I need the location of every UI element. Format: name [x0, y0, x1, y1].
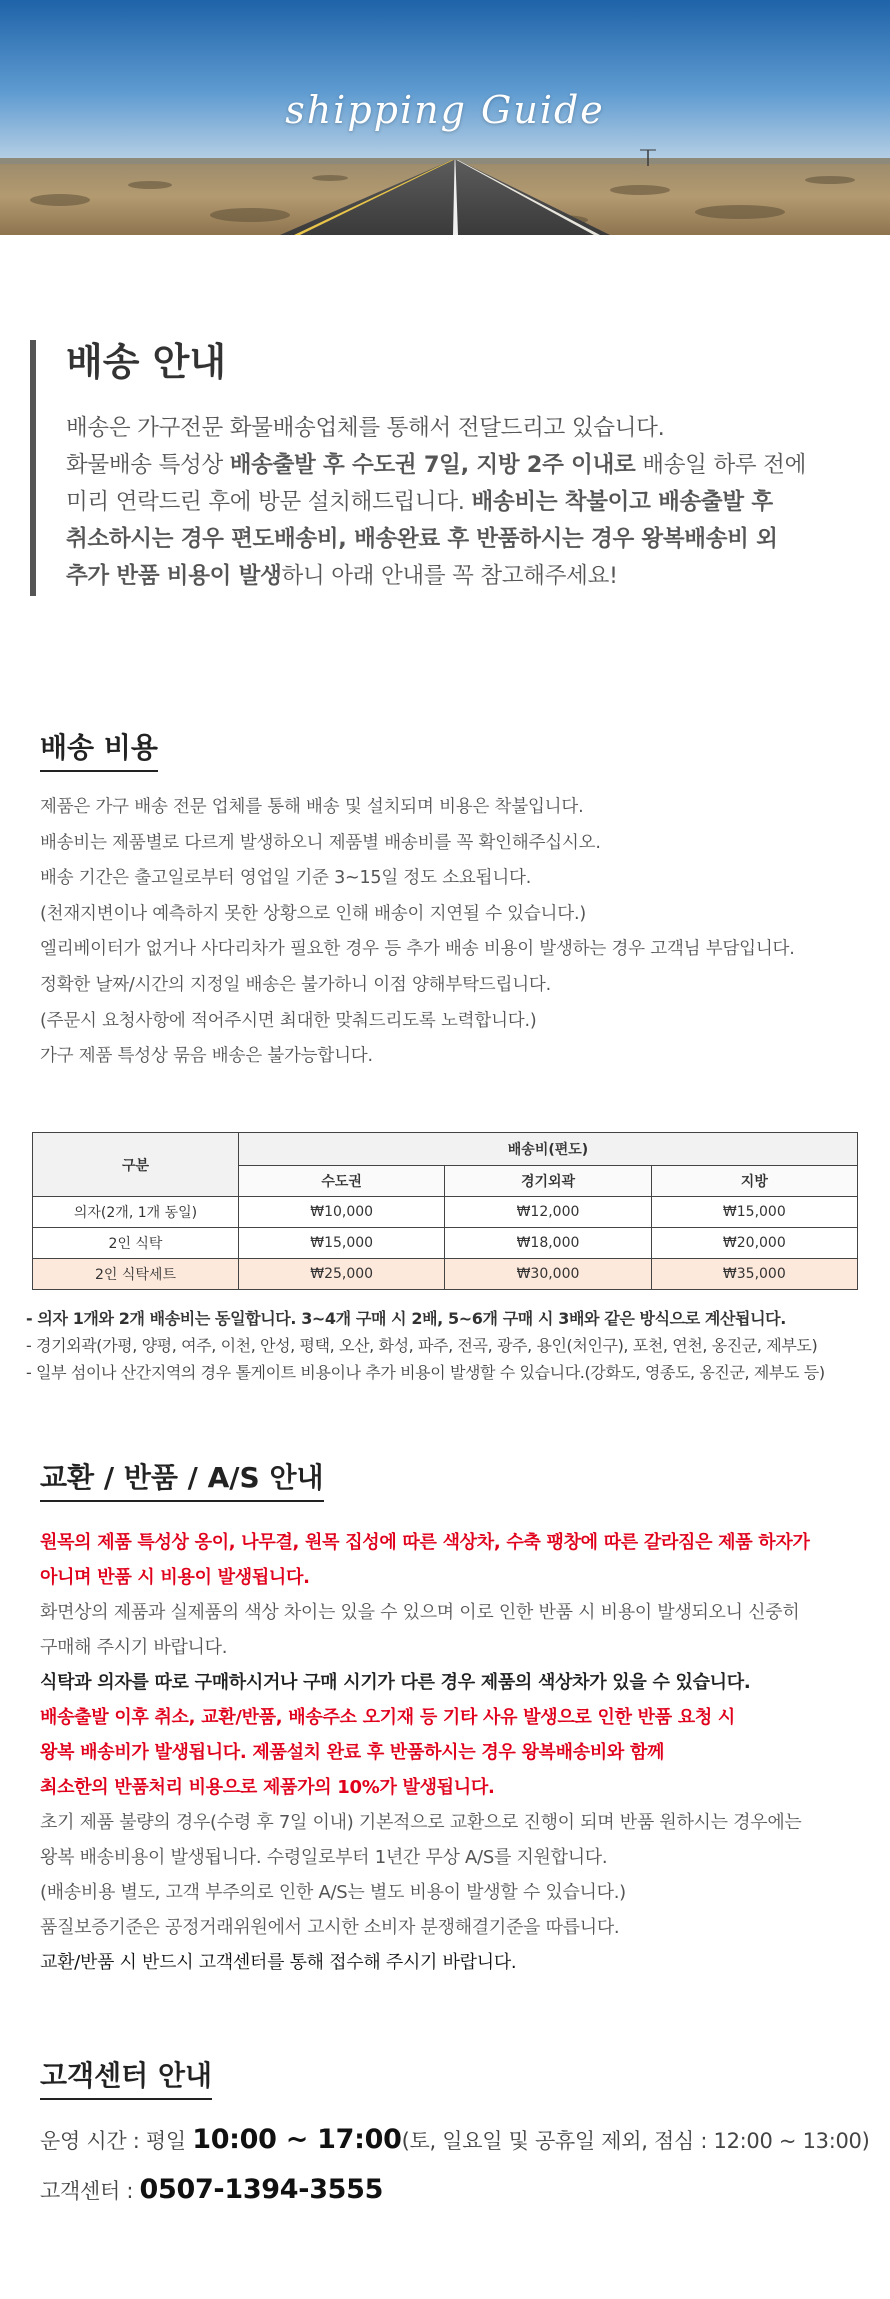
- intro-title: 배송 안내: [66, 340, 227, 384]
- intro-line: [66, 447, 880, 484]
- shipping-intro: [30, 340, 880, 596]
- as-line: (배송비용 별도, 고객 부주의로 인한 A/S는 별도 비용이 발생할 수 있습니다.): [40, 1882, 626, 1903]
- fee-lines: [40, 790, 880, 1075]
- operating-hours: [40, 2115, 885, 2165]
- intro-text: 미리 연락드린 후에 방문 설치해드립니다.: [66, 489, 472, 515]
- intro-emphasis: 취소하시는 경우 편도배송비, 배송완료 후 반품하시는 경우 왕복배송비 외: [66, 526, 778, 552]
- as-line: 교환/반품 시 반드시 고객센터를 통해 접수해 주시기 바랍니다.: [40, 1952, 517, 1973]
- as-line: 원목의 제품 특성상 옹이, 나무결, 원목 집성에 따른 색상차, 수축 팽창에 따른 갈라짐은 제품 하자가: [40, 1532, 810, 1553]
- phone-number: 0507-1394-3555: [139, 2174, 384, 2205]
- table-row: [33, 1197, 858, 1228]
- as-line: 아니며 반품 시 비용이 발생됩니다.: [40, 1567, 310, 1588]
- phone-line: [40, 2165, 885, 2215]
- phone-label: 고객센터 :: [40, 2179, 140, 2203]
- intro-text: 배송일 하루 전에: [635, 452, 807, 478]
- fee-notes: [26, 1305, 886, 1386]
- row-fee: ₩10,000: [239, 1197, 445, 1228]
- fee-line: 엘리베이터가 없거나 사다리차가 필요한 경우 등 추가 배송 비용이 발생하는 경우 고객님 부담입니다.: [40, 939, 795, 960]
- hours-value: 10:00 ~ 17:00: [192, 2124, 402, 2155]
- fee-line: (주문시 요청사항에 적어주시면 최대한 맞춰드리도록 노력합니다.): [40, 1010, 537, 1031]
- intro-emphasis: 배송출발 후 수도권 7일, 지방 2주 이내로: [229, 452, 636, 478]
- header-gyeonggi-outer: 경기외곽: [445, 1166, 651, 1197]
- as-lines: [40, 1525, 885, 1980]
- intro-emphasis: 추가 반품 비용이 발생: [66, 563, 282, 589]
- fee-line: 정확한 날짜/시간의 지정일 배송은 불가하니 이점 양해부탁드립니다.: [40, 974, 551, 995]
- fee-line: (천재지변이나 예측하지 못한 상황으로 인해 배송이 지연될 수 있습니다.): [40, 903, 586, 924]
- as-line: 왕복 배송비가 발생됩니다. 제품설치 완료 후 반품하시는 경우 왕복배송비와 함께: [40, 1742, 665, 1763]
- fee-line: 제품은 가구 배송 전문 업체를 통해 배송 및 설치되며 비용은 착불입니다.: [40, 797, 584, 817]
- intro-body: [66, 410, 880, 595]
- row-name: 2인 식탁세트: [33, 1259, 239, 1290]
- intro-line: 배송은 가구전문 화물배송업체를 통해서 전달드리고 있습니다.: [66, 415, 665, 441]
- cs-section-title: 고객센터 안내: [40, 2058, 212, 2100]
- as-line: 왕복 배송비용이 발생됩니다. 수령일로부터 1년간 무상 A/S를 지원합니다.: [40, 1847, 608, 1868]
- as-line: 배송출발 이후 취소, 교환/반품, 배송주소 오기재 등 기타 사유 발생으로 인한 반품 요청 시: [40, 1707, 735, 1728]
- note-line: - 일부 섬이나 산간지역의 경우 톨게이트 비용이나 추가 비용이 발생할 수 있습니다.(강화도, 영종도, 옹진군, 제부도 등): [26, 1363, 825, 1382]
- as-line: 초기 제품 불량의 경우(수령 후 7일 이내) 기본적으로 교환으로 진행이 되며 반품 원하시는 경우에는: [40, 1812, 802, 1833]
- header-category: 구분: [33, 1133, 239, 1197]
- row-fee: ₩12,000: [445, 1197, 651, 1228]
- as-line: 품질보증기준은 공정거래위원에서 고시한 소비자 분쟁해결기준을 따릅니다.: [40, 1917, 620, 1938]
- customer-center-info: [40, 2115, 885, 2215]
- row-fee: ₩15,000: [651, 1197, 857, 1228]
- fee-line: 가구 제품 특성상 묶음 배송은 불가능합니다.: [40, 1046, 373, 1067]
- intro-text: 하니 아래 안내를 꼭 참고해주세요!: [281, 563, 618, 589]
- intro-text: 화물배송 특성상: [66, 452, 230, 478]
- as-line: 식탁과 의자를 따로 구매하시거나 구매 시기가 다른 경우 제품의 색상차가 있을 수 있습니다.: [40, 1672, 751, 1693]
- table-row: [33, 1228, 858, 1259]
- shipping-guide-banner: [0, 0, 890, 235]
- intro-line: [66, 484, 880, 521]
- fee-line: 배송 기간은 출고일로부터 영업일 기준 3~15일 정도 소요됩니다.: [40, 868, 532, 889]
- hours-note: (토, 일요일 및 공휴일 제외, 점심 : 12:00 ~ 13:00): [401, 2129, 870, 2153]
- row-name: 의자(2개, 1개 동일): [33, 1197, 239, 1228]
- fee-section-title: 배송 비용: [40, 730, 158, 772]
- banner-title: shipping Guide: [285, 88, 605, 132]
- row-fee: ₩15,000: [239, 1228, 445, 1259]
- row-fee: ₩18,000: [445, 1228, 651, 1259]
- header-one-way-fee: 배송비(편도): [239, 1133, 858, 1166]
- row-name: 2인 식탁: [33, 1228, 239, 1259]
- shipping-fee-table: [32, 1132, 858, 1290]
- intro-emphasis: 배송비는 착불이고 배송출발 후: [471, 489, 773, 515]
- note-line: - 경기외곽(가평, 양평, 여주, 이천, 안성, 평택, 오산, 화성, 파주, 전곡, 광주, 용인(처인구), 포천, 연천, 옹진군, 제부도): [26, 1336, 818, 1355]
- intro-line: [66, 558, 880, 595]
- table-row: [33, 1259, 858, 1290]
- header-capital-area: 수도권: [239, 1166, 445, 1197]
- fee-line: 배송비는 제품별로 다르게 발생하오니 제품별 배송비를 꼭 확인해주십시오.: [40, 832, 601, 853]
- intro-line: [66, 521, 880, 558]
- table-header-row: [33, 1133, 858, 1166]
- as-line: 화면상의 제품과 실제품의 색상 차이는 있을 수 있으며 이로 인한 반품 시 비용이 발생되오니 신중히: [40, 1602, 800, 1623]
- as-line: 최소한의 반품처리 비용으로 제품가의 10%가 발생됩니다.: [40, 1777, 495, 1798]
- row-fee: ₩25,000: [239, 1259, 445, 1290]
- row-fee: ₩35,000: [651, 1259, 857, 1290]
- row-fee: ₩30,000: [445, 1259, 651, 1290]
- row-fee: ₩20,000: [651, 1228, 857, 1259]
- as-line: 구매해 주시기 바랍니다.: [40, 1637, 228, 1658]
- hours-label: 운영 시간 : 평일: [40, 2129, 193, 2153]
- header-regional: 지방: [651, 1166, 857, 1197]
- note-line: - 의자 1개와 2개 배송비는 동일합니다. 3~4개 구매 시 2배, 5~6개 구매 시 3배와 같은 방식으로 계산됩니다.: [26, 1309, 786, 1328]
- as-section-title: 교환 / 반품 / A/S 안내: [40, 1460, 324, 1502]
